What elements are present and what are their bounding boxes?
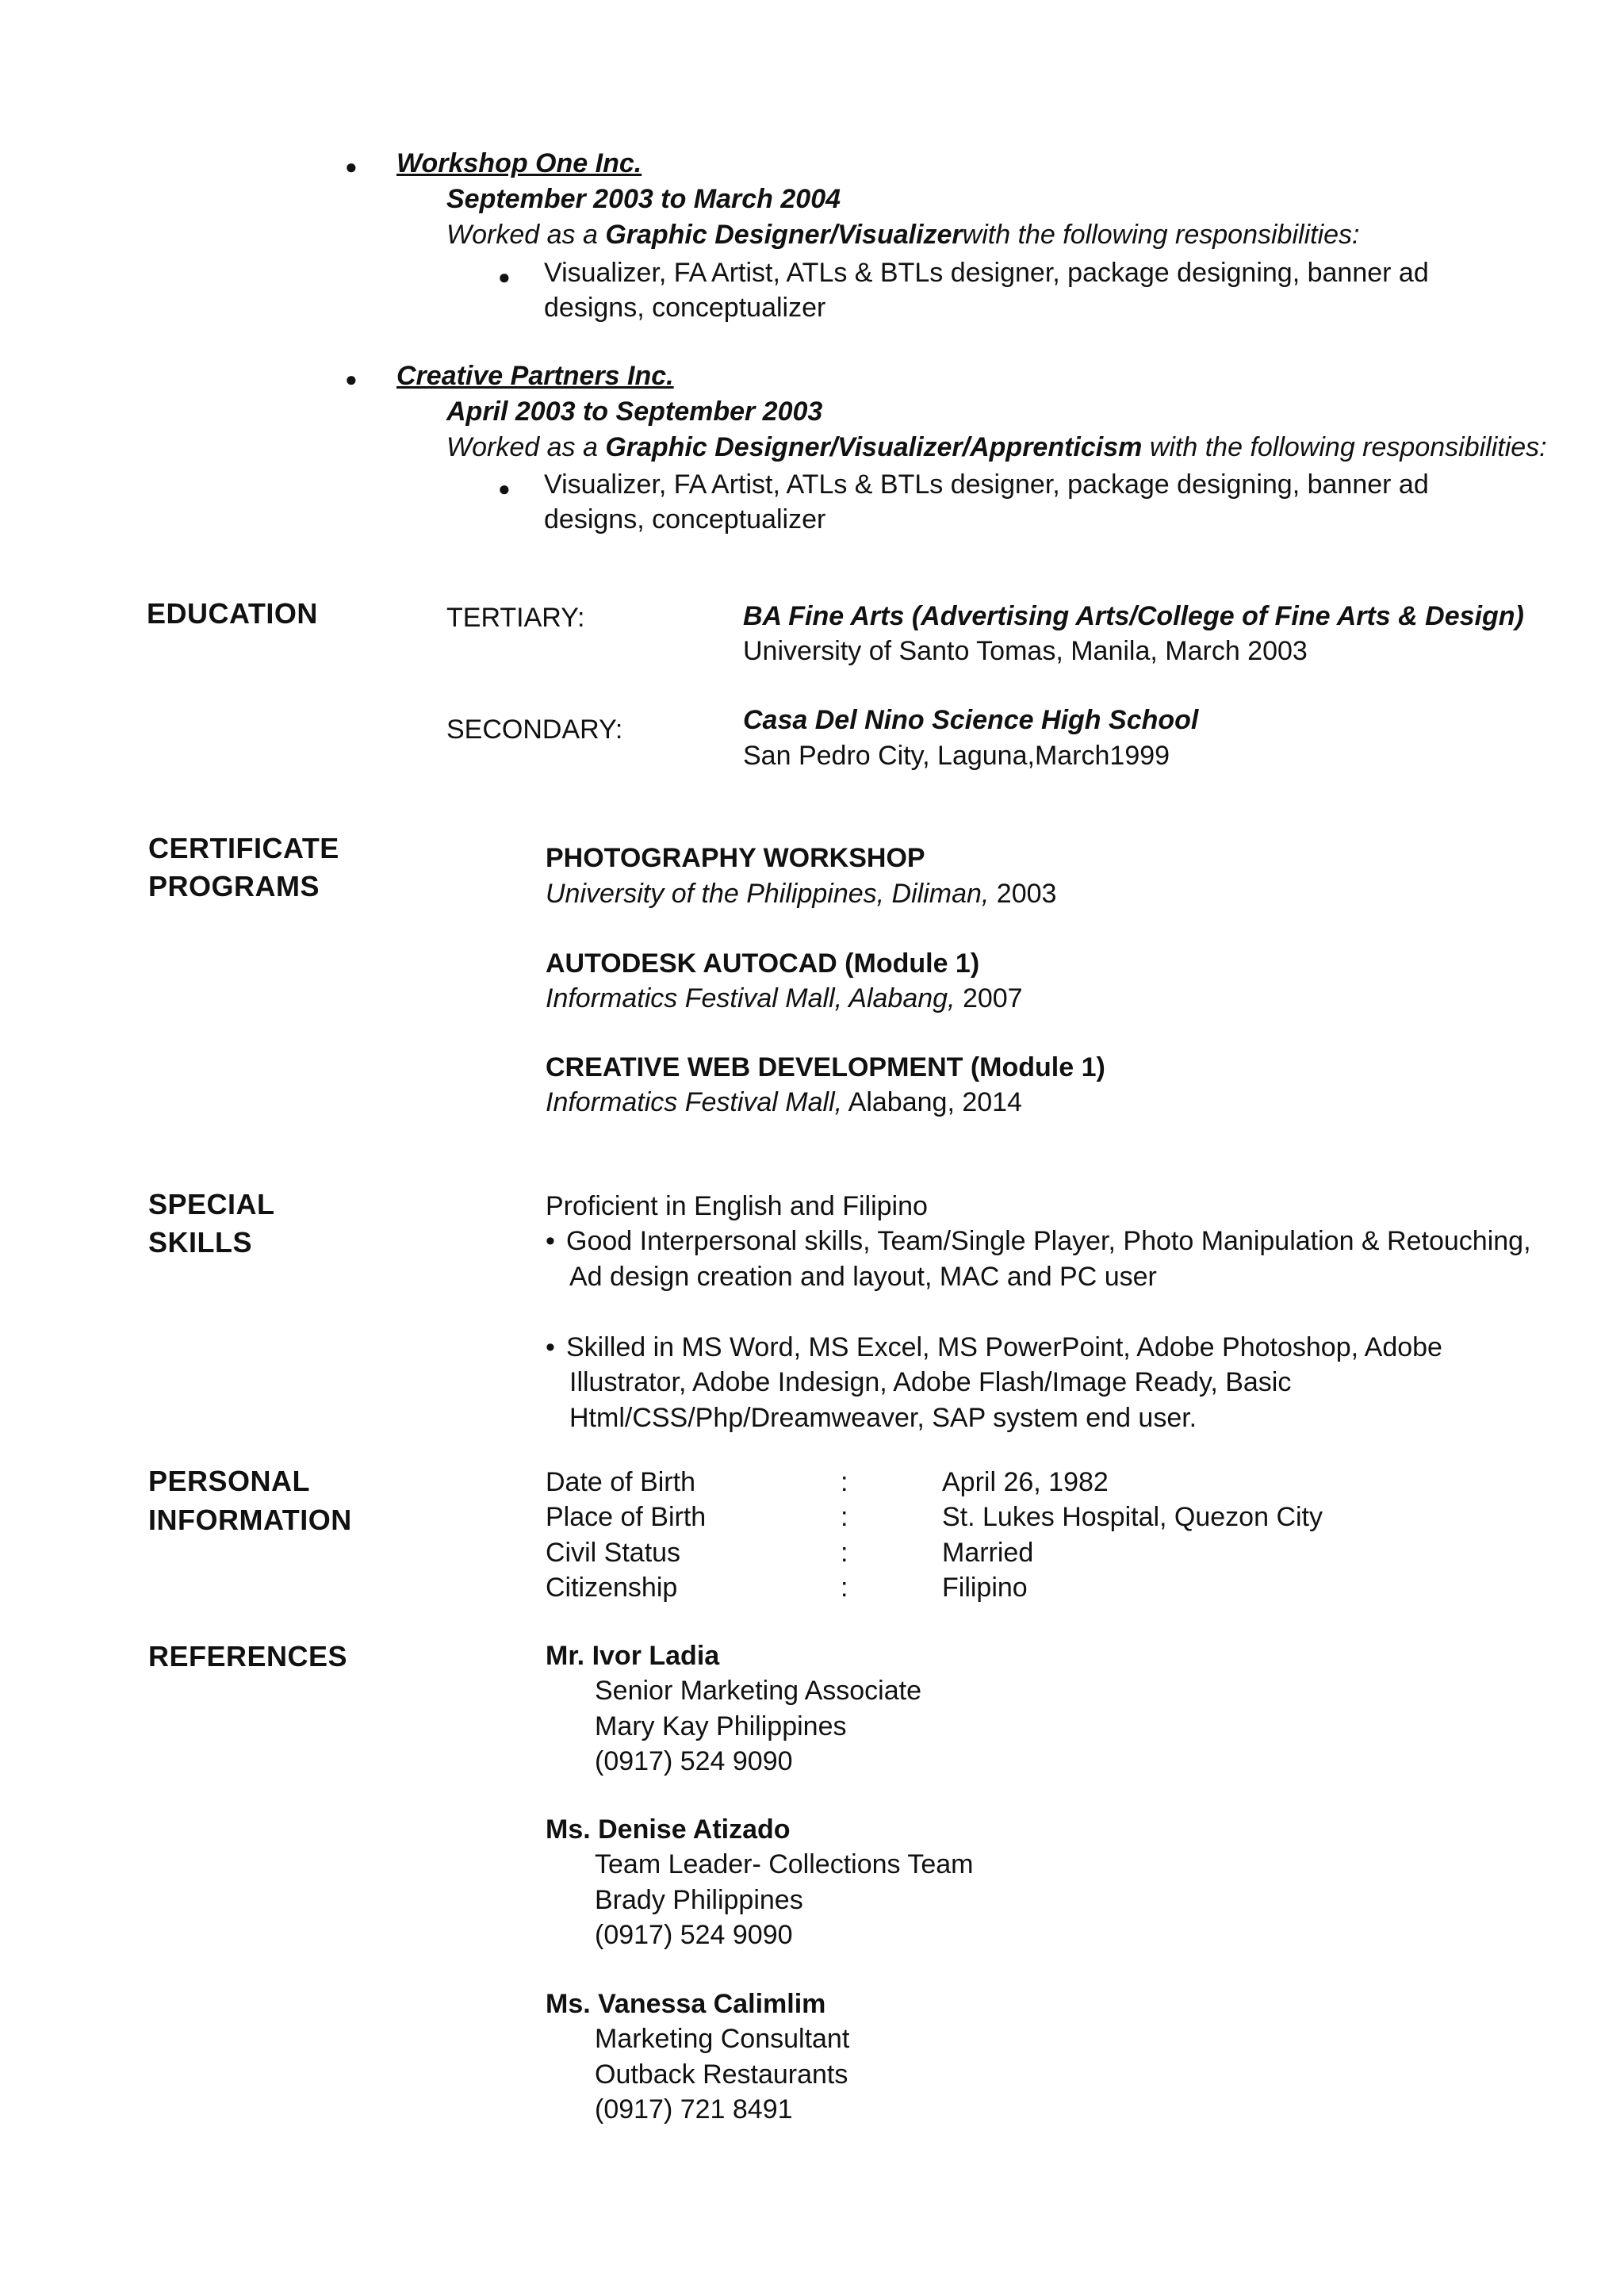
personal-colon: : [841, 1538, 848, 1568]
tertiary-school: University of Santo Tomas, Manila, March 2003 [743, 636, 1308, 666]
personal-value: St. Lukes Hospital, Quezon City [942, 1502, 1323, 1532]
role-suffix: with the following responsibilities: [1142, 432, 1547, 462]
role-title: Graphic Designer/Visualizer/Apprenticism [605, 432, 1143, 462]
bullet-icon: • [546, 1332, 555, 1362]
skills-item-text: Illustrator, Adobe Indesign, Adobe Flash/Image Ready, Basic [569, 1367, 1292, 1397]
secondary-details: San Pedro City, Laguna,March1999 [743, 741, 1170, 771]
employment-period: April 2003 to September 2003 [446, 397, 823, 427]
duties-text: Visualizer, FA Artist, ATLs & BTLs designer, package designing, banner ad designs, conceptualizer [544, 258, 1429, 323]
certificate-title: CREATIVE WEB DEVELOPMENT (Module 1) [546, 1052, 1105, 1082]
reference-title: Marketing Consultant [595, 2024, 850, 2054]
employment-period: September 2003 to March 2004 [446, 184, 841, 214]
bullet-icon: • [546, 1226, 555, 1256]
company-name: Creative Partners Inc. [396, 361, 674, 391]
certificate-place: Informatics Festival Mall, Alabang, [546, 983, 956, 1013]
reference-company: Outback Restaurants [595, 2059, 848, 2090]
personal-heading: PERSONAL [148, 1465, 311, 1497]
certificate-details [546, 876, 1056, 911]
bullet-icon: ● [345, 367, 358, 391]
role-prefix: Worked as a [446, 220, 606, 250]
personal-value: Married [942, 1538, 1034, 1568]
reference-title: Team Leader- Collections Team [595, 1849, 974, 1879]
reference-company: Mary Kay Philippines [595, 1711, 847, 1741]
reference-company: Brady Philippines [595, 1885, 803, 1915]
certificate-year: Alabang, 2014 [842, 1087, 1022, 1117]
reference-phone: (0917) 524 9090 [595, 1920, 793, 1950]
company-name: Workshop One Inc. [396, 148, 642, 178]
certificate-title: PHOTOGRAPHY WORKSHOP [546, 843, 925, 873]
role-suffix: with the following responsibilities: [962, 220, 1360, 250]
skills-heading-line2: SKILLS [148, 1226, 253, 1259]
certificate-details [546, 981, 1023, 1016]
role-line [446, 217, 1359, 252]
personal-heading-line2: INFORMATION [148, 1504, 352, 1536]
secondary-label: SECONDARY: [446, 715, 623, 745]
certificate-year: 2007 [955, 983, 1023, 1013]
duties-text: Visualizer, FA Artist, ATLs & BTLs designer, package designing, banner ad designs, conceptualizer [544, 469, 1429, 534]
personal-label: Civil Status [546, 1538, 681, 1568]
certificate-place: University of the Philippines, Diliman, [546, 879, 990, 909]
role-line [446, 430, 1547, 465]
reference-title: Senior Marketing Associate [595, 1676, 921, 1706]
secondary-school-name: Casa Del Nino Science High School [743, 705, 1199, 735]
tertiary-degree: BA Fine Arts (Advertising Arts/College of Fine Arts & Design) [743, 601, 1524, 631]
certificate-details [546, 1085, 1022, 1120]
tertiary-label: TERTIARY: [446, 603, 585, 633]
skills-item-text: Good Interpersonal skills, Team/Single Player, Photo Manipulation & Retouching, [566, 1226, 1531, 1256]
skills-item-text: Html/CSS/Php/Dreamweaver, SAP system end user. [569, 1403, 1197, 1433]
personal-value: Filipino [942, 1573, 1028, 1603]
skills-item-text: Ad design creation and layout, MAC and PC user [569, 1262, 1157, 1292]
certificates-heading-line2: PROGRAMS [148, 870, 320, 902]
bullet-icon: ● [345, 155, 358, 178]
education-heading: EDUCATION [147, 597, 318, 630]
certificate-year: 2003 [989, 879, 1057, 909]
personal-colon: : [841, 1573, 848, 1603]
certificate-place: Informatics Festival Mall, [546, 1087, 843, 1117]
reference-name: Ms. Vanessa Calimlim [546, 1989, 826, 2019]
skills-intro: Proficient in English and Filipino [546, 1191, 928, 1221]
role-title: Graphic Designer/Visualizer [605, 220, 963, 250]
skills-heading: SPECIAL [148, 1188, 275, 1220]
certificate-title: AUTODESK AUTOCAD (Module 1) [546, 948, 980, 979]
personal-colon: : [841, 1467, 848, 1497]
certificates-heading: CERTIFICATE [148, 832, 339, 864]
personal-label: Place of Birth [546, 1502, 707, 1532]
reference-name: Mr. Ivor Ladia [546, 1641, 720, 1671]
reference-name: Ms. Denise Atizado [546, 1814, 791, 1845]
references-heading: REFERENCES [148, 1640, 348, 1672]
bullet-icon: ● [498, 477, 511, 500]
personal-colon: : [841, 1502, 848, 1532]
role-prefix: Worked as a [446, 432, 606, 462]
personal-label: Citizenship [546, 1573, 678, 1603]
personal-label: Date of Birth [546, 1467, 695, 1497]
personal-value: April 26, 1982 [942, 1467, 1109, 1497]
reference-phone: (0917) 721 8491 [595, 2094, 793, 2125]
bullet-icon: ● [498, 265, 511, 289]
reference-phone: (0917) 524 9090 [595, 1746, 793, 1776]
skills-item-text: Skilled in MS Word, MS Excel, MS PowerPoint, Adobe Photoshop, Adobe [566, 1332, 1442, 1362]
